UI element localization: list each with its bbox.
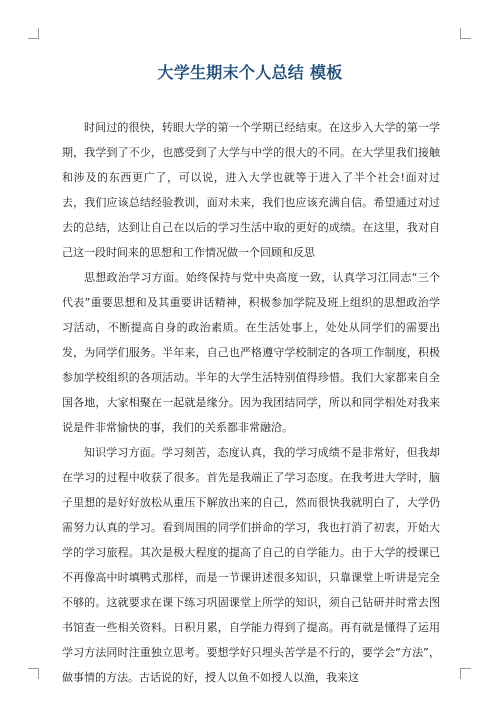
crop-mark-top-right bbox=[460, 28, 471, 39]
paragraph-knowledge-study: 知识学习方面。学习刻苦，态度认真，我的学习成绩不是非常好，但我却在学习的过程中收获了很多。首先是我端正了学习态度。在我考进大学时，脑子里想的是好好放松从重压下解放出来的自己，然而很快我就明白了，大学仍需努力认真的学习。看到周围的同学们拼命的学习，我也打消了初衷，开始大学的学习旅程。其次是极大程度的提高了自己的自学能力。由于大学的授课已不再像高中时填鸭式那样，而是一节课讲述很多知识，只靠课堂上听讲是完全不够的。这就要求在课下练习巩固课堂上所学的知识，须自己钻研并时常去图书馆查一些相关资料。日积月累，自学能力得到了提高。再有就是懂得了运用学习方法同时注重独立思考。要想学好只埋头苦学是不行的，要学会“方法”，做事情的方法。古话说的好，授人以鱼不如授人以渔，我来这 bbox=[62, 446, 440, 684]
paragraph-intro: 时间过的很快，转眼大学的第一个学期已经结束。在这步入大学的第一学期，我学到了不少，也感受到了大学与中学的很大的不同。在大学里我们接触和涉及的东西更广了，可以说，进入大学也就等于进入了半个社会!面对过去，我们应该总结经验教训，面对未来，我们也应该充满自信。希望通过对过去的总结，达到让自己在以后的学习生活中取的更好的成绩。在这里，我对自己这一段时间来的思想和工作情况做一个回顾和反思 bbox=[62, 121, 440, 259]
crop-mark-bottom-right bbox=[460, 668, 471, 679]
paragraph-political-study: 思想政治学习方面。始终保持与党中央高度一致，认真学习江同志“三个代表”重要思想和及其重要讲话精神，积极参加学院及班上组织的思想政治学习活动，不断提高自身的政治素质。在生活处事上，处处从同学们的需要出发，为同学们服务。半年来，自己也严格遵守学校制定的各项工作制度，积极参加学校组织的各项活动。半年的大学生活特别值得珍惜。我们大家都来自全国各地，大家相聚在一起就是缘分。因为我团结同学，所以和同学相处对我来说是件非常愉快的事，我们的关系都非常融洽。 bbox=[62, 271, 440, 434]
crop-mark-top-left bbox=[28, 28, 39, 39]
crop-mark-bottom-left bbox=[28, 668, 39, 679]
document-title: 大学生期末个人总结 模板 bbox=[157, 63, 343, 82]
document-body bbox=[62, 115, 440, 705]
